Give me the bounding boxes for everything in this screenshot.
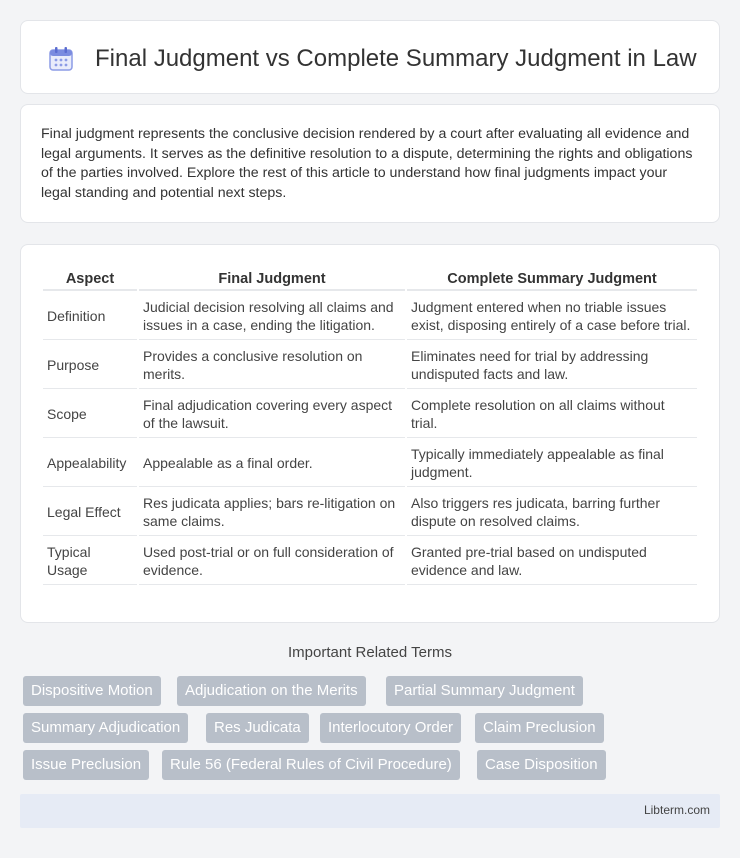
final-judgment-cell: Provides a conclusive resolution on merits.	[139, 342, 405, 389]
header-card	[20, 20, 720, 94]
tag-issue-preclusion[interactable]: Issue Preclusion	[23, 750, 149, 780]
row-aspect: Scope	[43, 391, 137, 438]
summary-judgment-cell: Judgment entered when no triable issues exist, disposing entirely of a case before trial.	[407, 293, 697, 340]
final-judgment-cell: Appealable as a final order.	[139, 440, 405, 487]
tag-summary-adjudication[interactable]: Summary Adjudication	[23, 713, 188, 743]
row-aspect: Typical Usage	[43, 538, 137, 585]
footer	[20, 794, 720, 828]
comparison-card	[20, 244, 720, 623]
final-judgment-cell: Used post-trial or on full consideration of evidence.	[139, 538, 405, 585]
intro-text: Final judgment represents the conclusive decision rendered by a court after evaluating all evidence and legal arguments. It serves as the definitive resolution to a dispute, determining the rights and obligations of the parties involved. Explore the rest of this article to understand how final judgments impact your legal standing and potential next steps.	[41, 126, 693, 201]
tag-partial-summary-judgment[interactable]: Partial Summary Judgment	[386, 676, 583, 706]
related-terms-title: Important Related Terms	[288, 644, 452, 661]
final-judgment-cell: Final adjudication covering every aspect of the lawsuit.	[139, 391, 405, 438]
summary-judgment-cell: Complete resolution on all claims without trial.	[407, 391, 697, 438]
table-row	[43, 342, 697, 389]
row-aspect: Purpose	[43, 342, 137, 389]
table-row	[43, 293, 697, 340]
page-title: Final Judgment vs Complete Summary Judgment in Law	[95, 45, 697, 72]
row-aspect: Legal Effect	[43, 489, 137, 536]
tag-interlocutory-order[interactable]: Interlocutory Order	[320, 713, 461, 743]
tag-claim-preclusion[interactable]: Claim Preclusion	[475, 713, 604, 743]
summary-judgment-cell: Eliminates need for trial by addressing undisputed facts and law.	[407, 342, 697, 389]
table-header-row	[43, 267, 697, 291]
summary-judgment-cell: Also triggers res judicata, barring further dispute on resolved claims.	[407, 489, 697, 536]
intro-card	[20, 104, 720, 223]
tag-case-disposition[interactable]: Case Disposition	[477, 750, 606, 780]
row-aspect: Definition	[43, 293, 137, 340]
footer-brand[interactable]: Libterm.com	[643, 803, 710, 817]
tag-res-judicata[interactable]: Res Judicata	[206, 713, 309, 743]
final-judgment-cell: Res judicata applies; bars re-litigation on same claims.	[139, 489, 405, 536]
tag-adjudication-on-the-merits[interactable]: Adjudication on the Merits	[177, 676, 366, 706]
tag-dispositive-motion[interactable]: Dispositive Motion	[23, 676, 161, 706]
table-row	[43, 489, 697, 536]
summary-judgment-cell: Typically immediately appealable as final judgment.	[407, 440, 697, 487]
table-row	[43, 538, 697, 585]
summary-judgment-cell: Granted pre-trial based on undisputed evidence and law.	[407, 538, 697, 585]
final-judgment-cell: Judicial decision resolving all claims and issues in a case, ending the litigation.	[139, 293, 405, 340]
calendar-icon	[47, 45, 75, 73]
table-row	[43, 440, 697, 487]
column-header-aspect: Aspect	[43, 267, 137, 291]
row-aspect: Appealability	[43, 440, 137, 487]
column-header-final-judgment: Final Judgment	[139, 267, 405, 291]
table-row	[43, 391, 697, 438]
column-header-complete-summary-judgment: Complete Summary Judgment	[407, 267, 697, 291]
tag-rule-56[interactable]: Rule 56 (Federal Rules of Civil Procedure)	[162, 750, 460, 780]
comparison-table	[41, 265, 699, 587]
